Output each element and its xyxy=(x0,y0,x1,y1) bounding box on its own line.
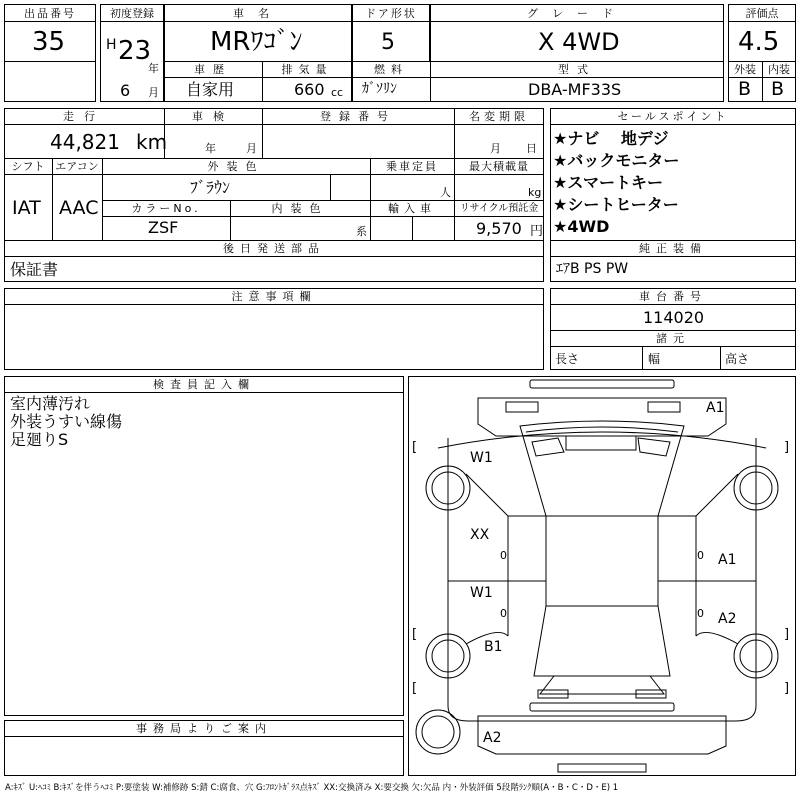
lot-number: 35 xyxy=(32,27,66,57)
svg-text:]: ] xyxy=(784,627,790,642)
recycle-deposit: 9,570 xyxy=(476,219,522,238)
car-name: MRﾜｺﾞﾝ xyxy=(210,27,303,57)
damage-mark-zero: 0 xyxy=(697,607,704,620)
chassis-number-label: 車台番号 xyxy=(639,290,707,303)
damage-mark-w1-front-left: W1 xyxy=(470,450,493,466)
model-code: DBA-MF33S xyxy=(528,80,622,99)
legend-text: A:ｷｽﾞ U:ﾍｺﾐ B:ｷｽﾞを伴うﾍｺﾐ P:要塗装 W:補修跡 S:錆 C:腐食、穴 G:ﾌﾛﾝﾄｶﾞﾗｽ点ｷｽﾞ XX:交換済み X:要交換 欠:欠品 内・外装評価 5段階ﾗﾝｸ順(A・B・C・D・E) 1 xyxy=(5,783,619,793)
damage-mark-w1-rear-left: W1 xyxy=(470,585,493,601)
mileage-label: 走行 xyxy=(63,110,105,123)
sales-point-item: ★シートヒーター xyxy=(553,195,679,214)
svg-text:[: [ xyxy=(412,681,418,696)
inspection-month-unit: 月 xyxy=(246,142,257,155)
interior-grade: B xyxy=(771,78,785,100)
damage-mark-a1-front: A1 xyxy=(706,400,725,416)
svg-text:[: [ xyxy=(412,440,418,455)
import-label: 輸入車 xyxy=(388,202,436,215)
transfer-deadline-label: 名変期限 xyxy=(469,110,529,123)
damage-mark-zero: 0 xyxy=(500,607,507,620)
aircon: AAC xyxy=(59,197,99,219)
damage-mark-a1-right: A1 xyxy=(718,552,737,568)
exterior-color: ﾌﾞﾗｳﾝ xyxy=(190,178,231,197)
first-registration-label: 初度登録 xyxy=(110,6,154,20)
later-parts-label: 後日発送部品 xyxy=(223,242,325,255)
lot-number-label: 出品番号 xyxy=(24,6,76,20)
overall-score: 4.5 xyxy=(738,27,780,57)
height-label: 高さ xyxy=(725,352,750,366)
fuel-type: ｶﾞｿﾘﾝ xyxy=(362,81,397,97)
aircon-label: エアコン xyxy=(55,160,99,173)
door-count: 5 xyxy=(381,30,395,55)
svg-text:]: ] xyxy=(784,440,790,455)
inspector-note: 外装うすい線傷 xyxy=(10,412,123,431)
model-label: 型式 xyxy=(558,63,596,76)
interior-color-label: 内装色 xyxy=(271,202,329,215)
max-load-unit: kg xyxy=(528,186,542,199)
registration-no-label: 登録番号 xyxy=(320,110,396,123)
score-label: 評価点 xyxy=(745,6,779,20)
max-load-label: 最大積載量 xyxy=(469,160,529,173)
color-no-label: カラーNo. xyxy=(131,202,201,215)
damage-mark-xx: XX xyxy=(470,527,490,543)
sales-point-item: ★4WD xyxy=(553,217,610,236)
width-label: 幅 xyxy=(648,352,661,366)
capacity-label: 乗車定員 xyxy=(386,160,438,173)
later-parts: 保証書 xyxy=(10,260,59,279)
color-no: ZSF xyxy=(148,218,179,237)
displacement: 660 xyxy=(294,80,325,99)
car-name-label: 車名 xyxy=(233,6,283,20)
svg-text:]: ] xyxy=(784,681,790,696)
office-notice-label: 事務局よりご案内 xyxy=(136,722,272,735)
door-label: ドア形状 xyxy=(365,6,417,20)
sales-point-item: ★バックモニター xyxy=(553,151,680,170)
vehicle-history: 自家用 xyxy=(186,80,235,99)
inspector-label: 検査員記入欄 xyxy=(153,378,255,391)
sales-point-item: ★ナビ 地デジ xyxy=(553,129,669,148)
inspection-year-unit: 年 xyxy=(205,142,216,155)
month-unit: 月 xyxy=(148,86,159,99)
era-letter: H xyxy=(106,37,117,53)
damage-mark-a2-rear: A2 xyxy=(483,730,502,746)
chassis-number: 114020 xyxy=(643,308,705,327)
mileage-unit: km xyxy=(136,130,168,154)
displacement-label: 排気量 xyxy=(281,63,333,76)
damage-mark-b1: B1 xyxy=(484,639,503,655)
sales-points-label: セールスポイント xyxy=(617,110,729,123)
sales-point-item: ★スマートキー xyxy=(553,173,664,192)
recycle-deposit-unit: 円 xyxy=(530,224,544,239)
damage-mark-zero: 0 xyxy=(500,549,507,562)
exterior-grade: B xyxy=(738,78,752,100)
registration-month: 6 xyxy=(120,81,131,100)
interior-grade-label: 内装 xyxy=(768,63,790,76)
damage-mark-zero: 0 xyxy=(697,549,704,562)
svg-text:[: [ xyxy=(412,627,418,642)
shift-label: シフト xyxy=(11,160,45,173)
fuel-label: 燃料 xyxy=(374,63,408,76)
length-label: 長さ xyxy=(555,352,580,366)
shift: IAT xyxy=(12,197,41,219)
displacement-unit: cc xyxy=(331,86,344,99)
caution-label: 注意事項欄 xyxy=(231,290,317,303)
inspector-note: 足廻りS xyxy=(10,430,69,449)
grade-label: グレード xyxy=(527,6,627,20)
transfer-day-unit: 日 xyxy=(526,142,537,155)
history-label: 車歴 xyxy=(194,63,232,76)
inspector-note: 室内薄汚れ xyxy=(10,394,91,413)
capacity-unit: 人 xyxy=(440,186,451,199)
exterior-color-label: 外装色 xyxy=(207,160,265,173)
registration-year: 23 xyxy=(118,36,152,66)
damage-mark-a2-right: A2 xyxy=(718,611,737,627)
spec-label: 諸元 xyxy=(656,332,690,345)
interior-color-unit: 系 xyxy=(356,225,367,238)
car-diagram xyxy=(408,376,796,776)
transfer-month-unit: 月 xyxy=(490,142,501,155)
genuine-equipment: ｴｱB PS PW xyxy=(556,261,629,277)
inspection-label: 車検 xyxy=(192,110,234,123)
year-unit: 年 xyxy=(148,62,159,75)
grade: X 4WD xyxy=(538,28,620,56)
genuine-equipment-label: 純正装備 xyxy=(639,242,707,255)
recycle-deposit-label: リサイクル預託金 xyxy=(459,202,539,214)
mileage: 44,821 xyxy=(50,130,120,154)
exterior-grade-label: 外装 xyxy=(734,63,756,76)
